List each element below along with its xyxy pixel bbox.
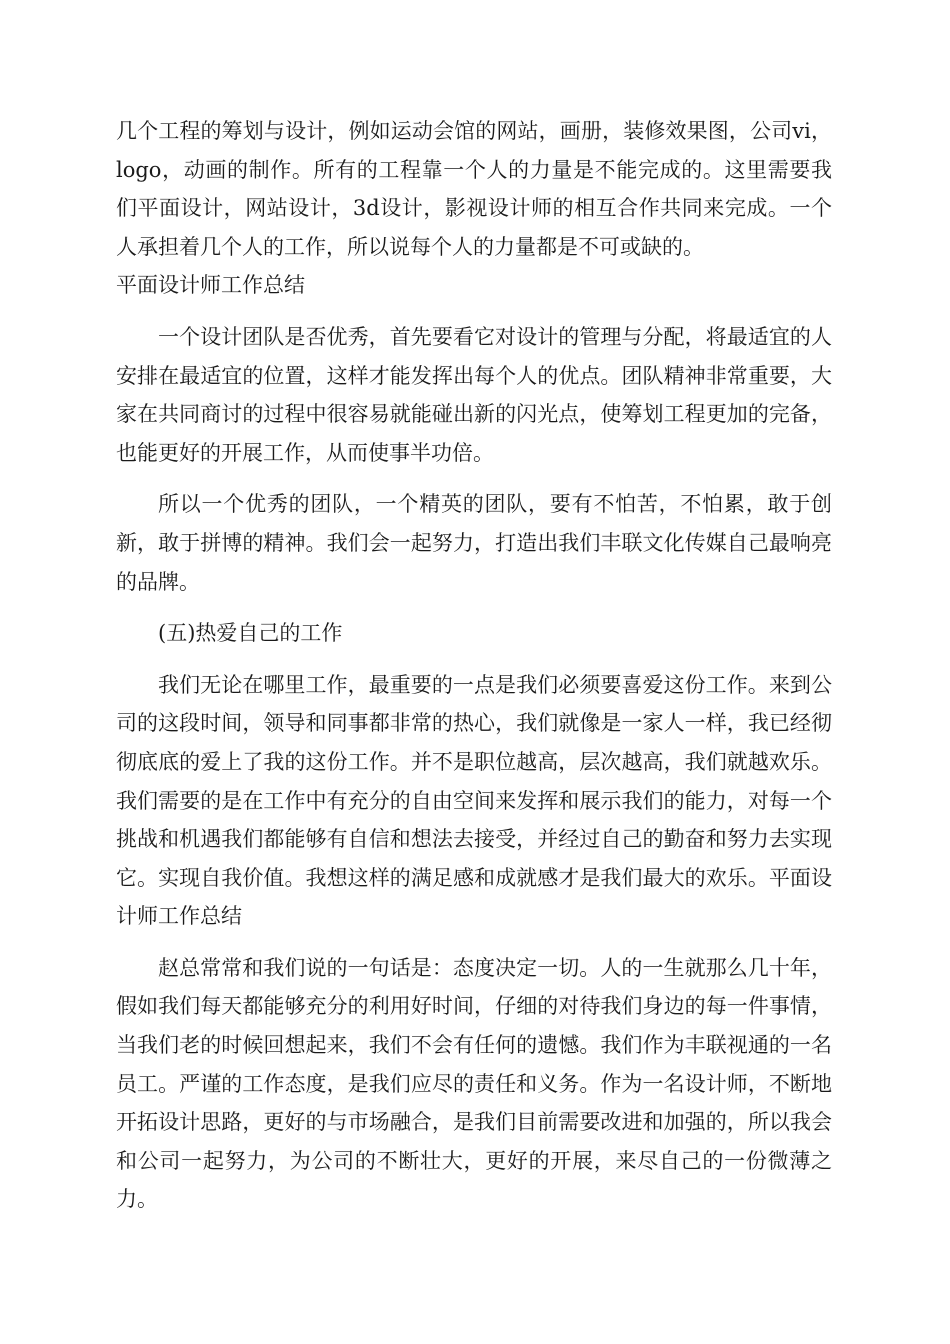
section-heading: 平面设计师工作总结 <box>116 273 305 298</box>
document-page <box>116 112 832 1219</box>
paragraph-attitude: 赵总常常和我们说的一句话是：态度决定一切。人的一生就那么几十年，假如我们每天都能够充分的利用好时间，仔细的对待我们身边的每一件事情，当我们老的时候回想起来，我们不会有任何的遗憾。我们作为丰联视通的一名员工。严谨的工作态度，是我们应尽的责任和义务。作为一名设计师，不断地开拓设计思路，更好的与市场融合，是我们目前需要改进和加强的，所以我会和公司一起努力，为公司的不断壮大，更好的开展，来尽自己的一份微薄之力。 <box>116 955 832 1212</box>
paragraph-continuation: 几个工程的筹划与设计，例如运动会馆的网站，画册，装修效果图，公司vi，logo，动画的制作。所有的工程靠一个人的力量是不能完成的。这里需要我们平面设计，网站设计，3d设计，影视设计师的相互合作共同来完成。一个人承担着几个人的工作，所以说每个人的力量都是不可或缺的。 <box>116 119 832 259</box>
paragraph-team: 一个设计团队是否优秀，首先要看它对设计的管理与分配，将最适宜的人安排在最适宜的位置，这样才能发挥出每个人的优点。团队精神非常重要，大家在共同商讨的过程中很容易就能碰出新的闪光点，使筹划工程更加的完备，也能更好的开展工作，从而使事半功倍。 <box>116 324 832 465</box>
paragraph-spirit: 所以一个优秀的团队，一个精英的团队，要有不怕苦，不怕累，敢于创新，敢于拼博的精神。我们会一起努力，打造出我们丰联文化传媒自己最响亮的品牌。 <box>116 492 832 594</box>
subsection-heading: (五)热爱自己的工作 <box>158 621 343 646</box>
paragraph-love-work: 我们无论在哪里工作，最重要的一点是我们必须要喜爱这份工作。来到公司的这段时间，领导和同事都非常的热心，我们就像是一家人一样，我已经彻彻底底的爱上了我的这份工作。并不是职位越高，层次越高，我们就越欢乐。我们需要的是在工作中有充分的自由空间来发挥和展示我们的能力，对每一个挑战和机遇我们都能够有自信和想法去接受，并经过自己的勤奋和努力去实现它。实现自我价值。我想这样的满足感和成就感才是我们最大的欢乐。平面设计师工作总结 <box>116 672 832 929</box>
